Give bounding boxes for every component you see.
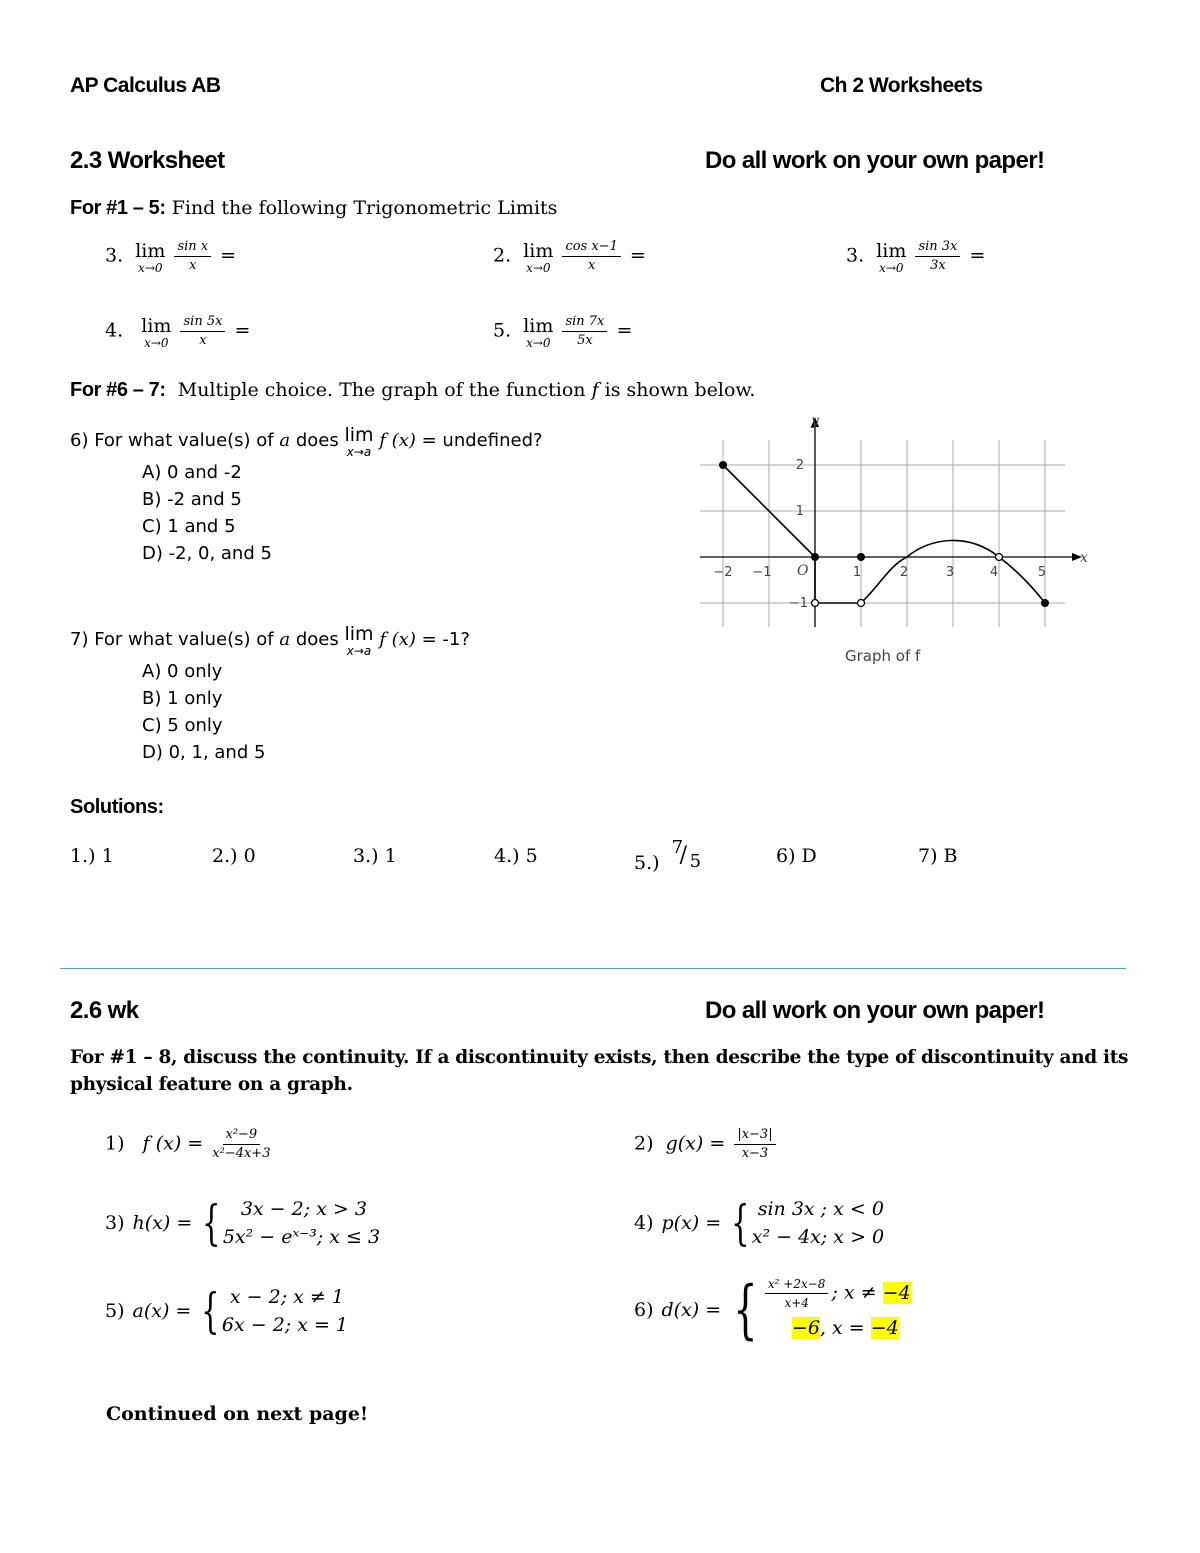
solution-5-fraction [666,837,702,872]
y-tick-label: 2 [795,458,804,473]
function-graph [690,405,1100,675]
fraction: $\frac{\sin 7x}{5x}$ [562,313,607,350]
choice-6a: A) 0 and -2 [142,462,242,483]
origin-label: O [797,563,809,579]
instructions-1-5 [70,197,557,220]
function-name: d(x) = [661,1298,722,1321]
y-tick-label: 1 [795,504,804,519]
problem-2 [493,238,646,275]
problem-1 [105,238,236,275]
solution-5 [634,837,702,874]
function-expression: f (x) [379,629,416,650]
x-tick-label: 3 [945,565,955,580]
function-name: a(x) = [132,1300,192,1322]
problem-number: 2. [493,244,512,267]
case-2: 5x² − eˣ⁻³; x ≤ 3 [222,1226,381,1248]
worksheet-26-note: Do all work on your own paper! [705,997,1045,1024]
problem-number: 5. [493,319,512,342]
fraction: $\frac{\text{sin x}}{x}$ [174,238,211,275]
instructions-line-2: physical feature on a graph. [70,1074,353,1095]
left-brace: { [202,1195,221,1251]
equals-sign: = [220,244,237,267]
equals-sign: = [234,319,251,342]
problem-number: 3. [105,244,124,267]
x-tick-label: 1 [852,565,862,580]
left-brace: { [733,1272,758,1347]
problem-number: 5) [105,1300,125,1322]
question-7 [70,623,470,657]
solution-6: 6) D [776,845,817,867]
function-name: p(x) = [661,1212,722,1234]
section-divider [60,968,1126,969]
x-tick-label: −2 [713,565,733,580]
variable-a: a [279,430,291,451]
solution-7: 7) B [918,845,958,867]
worksheet-26-title: 2.6 wk [70,997,139,1024]
worksheet-23-title: 2.3 Worksheet [70,147,225,174]
instructions-text: Multiple choice. The graph of the function [177,379,586,401]
choice-6b: B) -2 and 5 [142,489,242,510]
instructions-text: Find the following Trigonometric Limits [171,197,558,219]
choice-7a: A) 0 only [142,661,223,682]
fraction: $\frac{\sin 3x}{3x}$ [915,238,960,275]
closed-point [1041,599,1049,607]
solutions-label: Solutions: [70,796,164,818]
problem-number: 2) [634,1132,654,1155]
closed-point [857,553,865,561]
case-2: x² − 4x; x > 0 [751,1226,885,1248]
course-title: AP Calculus AB [70,74,221,97]
case-2: 6x − 2; x = 1 [221,1314,349,1336]
choice-6c: C) 1 and 5 [142,516,236,537]
piecewise-cases [752,1195,884,1251]
y-tick-label: −1 [788,596,808,611]
continuity-problem-5 [105,1283,348,1339]
piecewise-cases [222,1283,348,1339]
fraction: $\frac{|x-3|}{x-3}$ [734,1126,775,1163]
highlighted-value: −4 [870,1317,899,1339]
function-name: f (x) = [142,1132,204,1155]
choice-7c: C) 5 only [142,715,223,736]
limit-operator: lim x→0 [523,239,554,275]
case-1: $\frac{\text{x² +2x−8}}{x+4}$ ; x ≠ −4 [762,1275,911,1312]
x-tick-label: 5 [1037,565,1047,580]
continuity-problem-6 [634,1272,911,1347]
choice-7d: D) 0, 1, and 5 [142,742,266,763]
problem-number: 4. [105,319,124,342]
fraction: $\frac{\sin 5x}{x}$ [180,313,225,350]
problem-3 [846,238,985,275]
choice-7b: B) 1 only [142,688,223,709]
open-point [996,554,1003,561]
function-name: g(x) = [665,1132,726,1155]
problem-4 [105,313,250,350]
equals-sign: = [616,319,633,342]
piecewise-cases [762,1275,911,1344]
question-6 [70,424,543,458]
fraction: $\frac{\text{x²−9}}{\text{x²−4x+3}}$ [212,1127,271,1161]
problem-5 [493,313,632,350]
problem-number: 6) [634,1298,654,1321]
instructions-6-7 [70,379,755,402]
highlighted-value: −4 [882,1281,911,1304]
grid-lines [700,440,1065,627]
solution-4: 4.) 5 [494,845,538,867]
continuity-problem-4 [634,1195,884,1251]
highlighted-value: −6 [791,1317,820,1339]
fraction-denominator: 5 [689,851,702,872]
closed-point [811,553,819,561]
chapter-title: Ch 2 Worksheets [820,74,983,97]
variable-a: a [279,629,291,650]
case-2: −6, x = −4 [791,1317,899,1339]
limit-operator: lim x→0 [135,239,166,275]
graph-caption: Graph of f [845,647,921,665]
open-point [858,600,865,607]
function-curve [723,465,1045,603]
instructions-line-1: For #1 – 8, discuss the continuity. If a discontinuity exists, then describe the type of discontinuity and its [70,1047,1129,1068]
axes [700,423,1075,627]
choice-6d: D) -2, 0, and 5 [142,543,272,564]
left-brace: { [731,1195,750,1251]
question-text: does [295,430,339,451]
solution-3: 3.) 1 [353,845,397,867]
question-text: does [295,629,339,650]
left-brace: { [201,1283,220,1339]
x-tick-label: 2 [899,565,909,580]
x-axis-label: x [1080,550,1088,566]
problem-number: 3. [846,244,865,267]
continued-note: Continued on next page! [106,1403,369,1425]
function-name: h(x) = [132,1212,193,1234]
case-1: 3x − 2; x > 3 [240,1198,367,1220]
problem-number: 4) [634,1212,654,1234]
solution-1: 1.) 1 [70,845,114,867]
continuity-problem-2 [634,1126,779,1163]
function-expression: f (x) [379,430,416,451]
case-1: x − 2; x ≠ 1 [229,1286,344,1308]
continuity-problem-1 [105,1126,273,1163]
limit-operator: lim x→0 [523,314,554,350]
piecewise-cases [223,1195,380,1251]
instructions-text-end: is shown below. [604,379,756,401]
fraction: $\frac{\text{x² +2x−8}}{x+4}$ [765,1275,829,1312]
question-text: = undefined? [421,430,543,451]
case-1: sin 3x ; x < 0 [757,1198,884,1220]
x-tick-label: 4 [989,565,999,580]
instructions-label: For #6 – 7: [70,379,166,401]
fraction-numerator: 7 [671,837,684,858]
worksheet-23-note: Do all work on your own paper! [705,147,1045,174]
limit-operator: lim x→a [344,424,374,459]
limit-operator: lim x→0 [876,239,907,275]
instructions-label: For #1 – 5: [70,197,166,219]
problem-number: 1) [105,1132,125,1155]
limit-operator: lim x→a [344,623,374,658]
solution-label: 5.) [634,852,660,874]
question-text: 6) For what value(s) of [70,430,274,451]
continuity-problem-3 [105,1195,380,1251]
x-tick-label: −1 [752,565,772,580]
fraction-slash: / [679,843,688,868]
fraction: $\frac{\text{cos x−1}}{x}$ [562,238,620,275]
question-text: = -1? [421,629,470,650]
question-text: 7) For what value(s) of [70,629,274,650]
solution-2: 2.) 0 [212,845,256,867]
limit-operator: lim x→0 [141,314,172,350]
problem-number: 3) [105,1212,125,1234]
open-point [812,600,819,607]
function-symbol: f [591,379,599,401]
equals-sign: = [629,244,646,267]
closed-point [719,461,727,469]
y-axis-label: y [811,413,819,429]
equals-sign: = [969,244,986,267]
